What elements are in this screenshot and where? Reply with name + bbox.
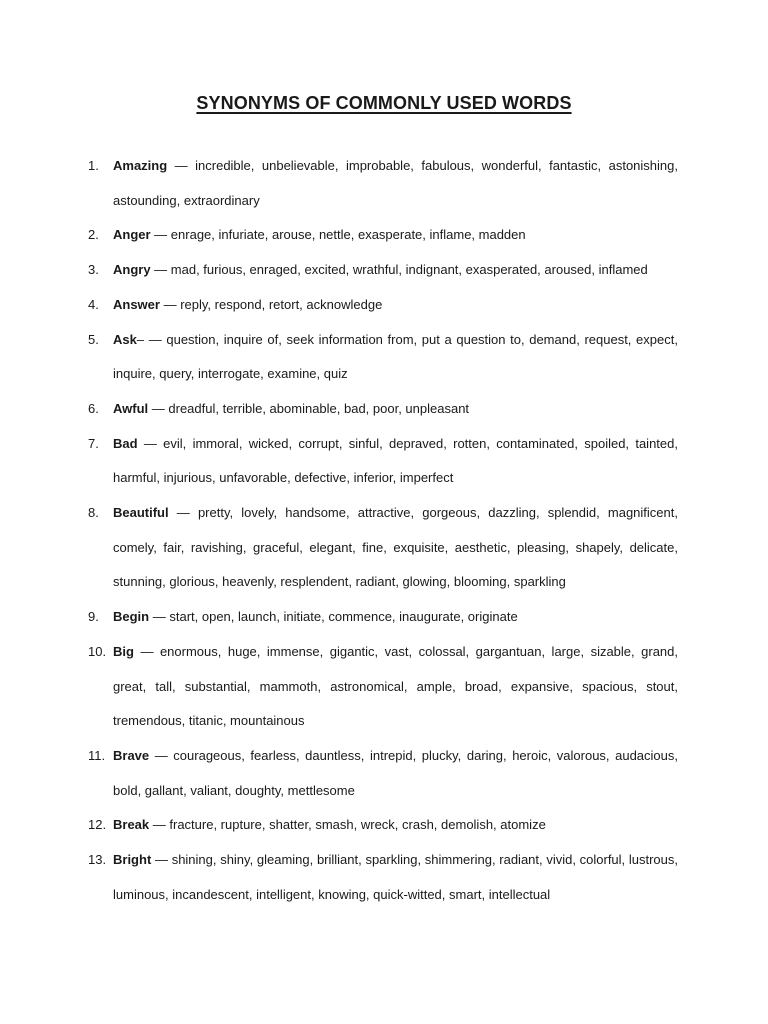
headword: Big xyxy=(113,643,134,659)
separator: — xyxy=(137,435,164,451)
item-number: 12. xyxy=(88,817,107,833)
headword: Brave xyxy=(113,747,150,763)
list-item xyxy=(88,149,678,218)
synonym-list xyxy=(88,149,678,912)
separator: — xyxy=(149,817,170,833)
list-item xyxy=(88,843,678,912)
headword: Break xyxy=(113,817,150,833)
headword: Angry xyxy=(113,262,151,278)
separator: — xyxy=(151,852,172,868)
headword: Bright xyxy=(113,852,152,868)
list-item xyxy=(88,323,678,392)
list-item xyxy=(88,600,678,635)
list-item xyxy=(88,218,678,253)
synonyms: start, open, launch, initiate, commence, inaugurate, originate xyxy=(169,609,518,625)
item-number: 10. xyxy=(88,643,107,659)
list-item xyxy=(88,427,678,496)
synonyms: courageous, fearless, dauntless, intrepid, plucky, daring, heroic, valorous, audacious, bold, gallant, valiant, doughty, mettlesome xyxy=(113,747,678,798)
headword: Begin xyxy=(113,609,150,625)
headword: Amazing xyxy=(113,158,168,173)
separator: — xyxy=(149,747,174,763)
item-number: 7. xyxy=(88,435,99,451)
separator: — xyxy=(150,227,171,243)
separator: — xyxy=(168,505,198,521)
separator: — xyxy=(149,609,170,625)
headword: Beautiful xyxy=(113,505,169,521)
item-number: 11. xyxy=(88,747,106,763)
page-title xyxy=(0,93,768,114)
headword: Bad xyxy=(113,435,138,451)
synonyms: pretty, lovely, handsome, attractive, gorgeous, dazzling, splendid, magnificent, comely, fair, ravishing, graceful, elegant, fine, exquisite, aesthetic, pleasing, shapely, delicate, stunning, glorious, heavenly, resplendent, radiant, glowing, blooming, sparkling xyxy=(113,505,678,590)
item-number: 13. xyxy=(88,852,107,868)
synonyms: shining, shiny, gleaming, brilliant, sparkling, shimmering, radiant, vivid, colorful, lustrous, luminous, incandescent, intelligent, knowing, quick-witted, smart, intellectual xyxy=(113,852,678,902)
separator: — xyxy=(167,158,196,173)
headword: Anger xyxy=(113,227,151,243)
list-item xyxy=(88,253,678,288)
item-number: 5. xyxy=(88,331,99,347)
synonyms: question, inquire of, seek information from, put a question to, demand, request, expect, inquire, query, interrogate, examine, quiz xyxy=(113,331,678,382)
item-number: 8. xyxy=(88,505,99,521)
item-number: 6. xyxy=(88,400,99,416)
separator: — xyxy=(133,643,160,659)
headword: Awful xyxy=(113,400,149,416)
synonyms: mad, furious, enraged, excited, wrathful, indignant, exasperated, aroused, inflamed xyxy=(170,262,648,278)
list-item xyxy=(88,808,678,843)
synonyms: evil, immoral, wicked, corrupt, sinful, depraved, rotten, contaminated, spoiled, tainted, harmful, injurious, unfavorable, defective, inferior, imperfect xyxy=(113,435,678,486)
separator: — xyxy=(150,262,171,278)
item-number: 3. xyxy=(88,262,99,278)
separator: — xyxy=(148,400,169,416)
synonyms: dreadful, terrible, abominable, bad, poor, unpleasant xyxy=(168,400,470,416)
synonyms: enormous, huge, immense, gigantic, vast, colossal, gargantuan, large, sizable, grand, great, tall, substantial, mammoth, astronomical, ample, broad, expansive, spacious, stout, tremendous, titanic, mountainous xyxy=(113,643,679,729)
item-number: 9. xyxy=(88,609,99,625)
list-item xyxy=(88,635,678,739)
synonyms: enrage, infuriate, arouse, nettle, exasperate, inflame, madden xyxy=(170,227,526,243)
list-item xyxy=(88,288,678,323)
separator: – — xyxy=(136,331,167,347)
separator: — xyxy=(159,296,181,312)
list-item xyxy=(88,496,678,600)
list-item xyxy=(88,739,678,808)
synonyms: fracture, rupture, shatter, smash, wreck, crash, demolish, atomize xyxy=(169,817,546,833)
item-number: 2. xyxy=(88,227,99,243)
list-item xyxy=(88,392,678,427)
headword: Answer xyxy=(113,296,160,312)
item-number: 1. xyxy=(88,158,99,173)
headword: Ask xyxy=(113,331,137,347)
synonyms: reply, respond, retort, acknowledge xyxy=(180,296,383,312)
synonyms: incredible, unbelievable, improbable, fabulous, wonderful, fantastic, astonishing, astounding, extraordinary xyxy=(113,158,678,208)
page-title-text: SYNONYMS OF COMMONLY USED WORDS xyxy=(196,93,572,113)
item-number: 4. xyxy=(88,296,99,312)
